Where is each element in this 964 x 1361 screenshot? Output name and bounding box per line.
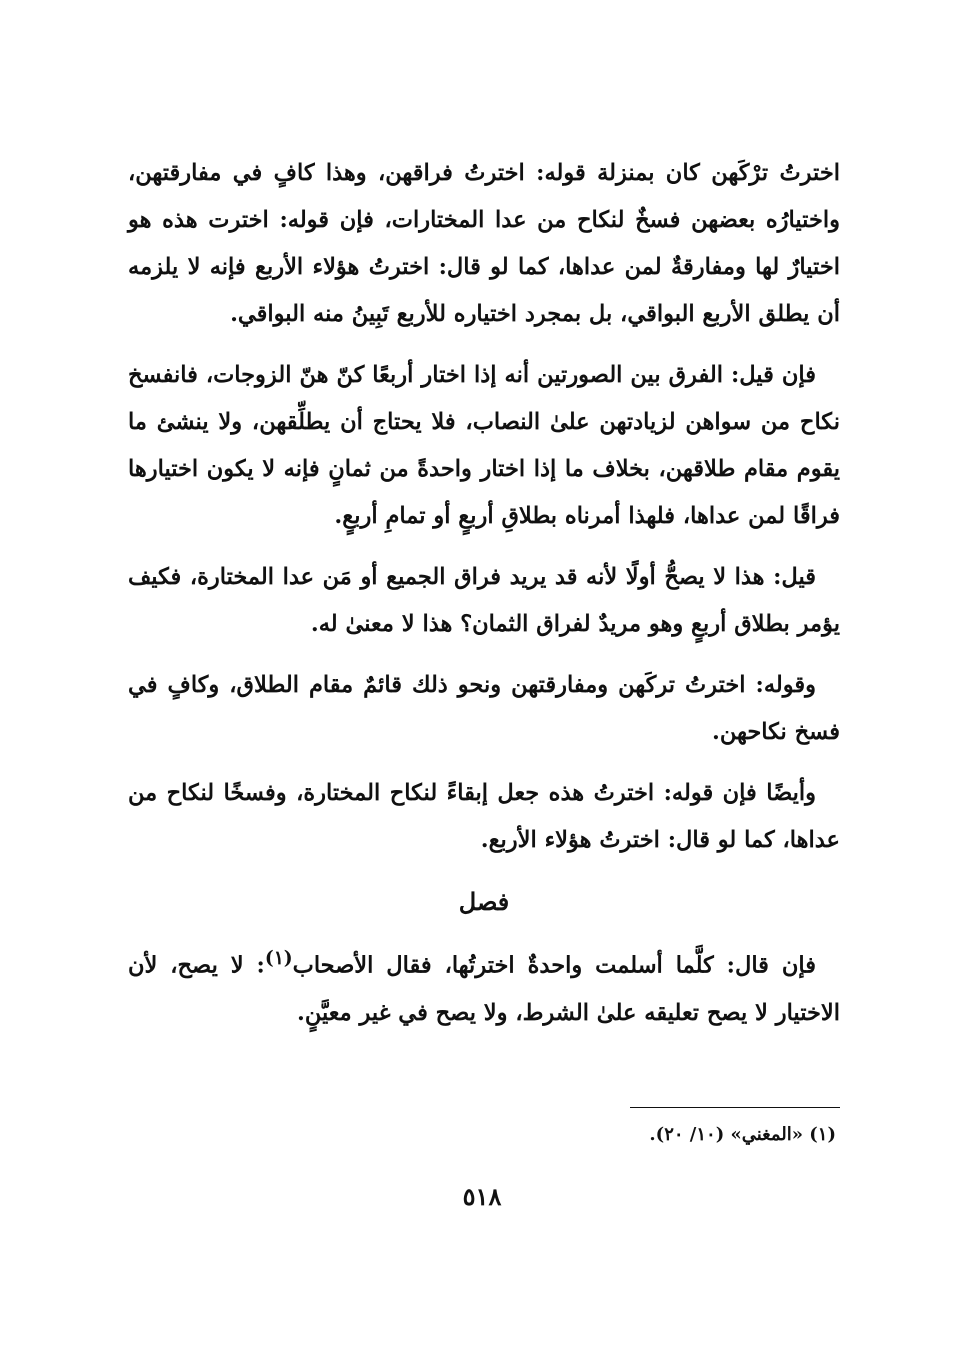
footnote-marker: (١) — [264, 947, 293, 969]
page-number: ٥١٨ — [462, 1182, 502, 1211]
paragraph-2: فإن قيل: الفرق بين الصورتين أنه إذا اختار أربعًا كنّ هنّ الزوجات، فانفسخ نكاح من سواهن لزيادتهن علىٰ النصاب، فلا يحتاج أن يطلِّقهن، ولا ينشئ ما يقوم مقام طلاقهن، بخلاف ما إذا اختار واحدةً من ثمانٍ فإنه لا يكون اختيارها فراقًا لمن عداها، فلهذا أمرناه بطلاقِ أربعٍ أو تمامِ أربعٍ. — [128, 362, 840, 529]
paragraph-6 — [128, 935, 840, 1037]
paragraph-4: وقوله: اخترتُ تركَهن ومفارقتهن ونحو ذلك قائمٌ مقام الطلاق، وكافٍ في فسخ نكاحهن. — [128, 672, 840, 745]
paragraph-3: قيل: هذا لا يصحُّ أولًا لأنه قد يريد فراق الجميع أو مَن عدا المختارة، فكيف يؤمر بطلاق أربعٍ وهو مريدٌ لفراق الثمان؟ هذا لا معنىٰ له. — [128, 564, 840, 637]
paragraph-6-start: فإن قال: كلَّما أسلمت واحدةٌ اخترتُها، فقال الأصحاب — [292, 952, 816, 979]
footnote-divider — [630, 1107, 840, 1108]
paragraph-6-end: : لا يصح، لأن الاختيار لا يصح تعليقه علىٰ الشرط، ولا يصح في غير معيَّنٍ. — [128, 952, 840, 1026]
paragraph-5: وأيضًا فإن قوله: اخترتُ هذه جعل إبقاءً لنكاح المختارة، وفسخًا لنكاح من عداها، كما لو قال: اخترتُ هؤلاء الأربع. — [128, 780, 840, 853]
page-body — [128, 150, 840, 1051]
section-heading: فصل — [458, 887, 510, 916]
footnote-1: (١) «المغني» (١٠/ ٢٠). — [649, 1124, 836, 1145]
paragraph-1: اخترتُ ترْكَهن كان بمنزلة قوله: اخترتُ فراقهن، وهذا كافٍ في مفارقتهن، واختيارُه بعضهن فسخٌ لنكاح من عدا المختارات، فإن قوله: اخترت هذه هو اختيارٌ لها ومفارقةٌ لمن عداها، كما لو قال: اخترتُ هؤلاء الأربع فإنه لا يلزمه أن يطلق الأربع البواقي، بل بمجرد اختياره للأربع تَبِينُ منه البواقي. — [128, 160, 840, 327]
